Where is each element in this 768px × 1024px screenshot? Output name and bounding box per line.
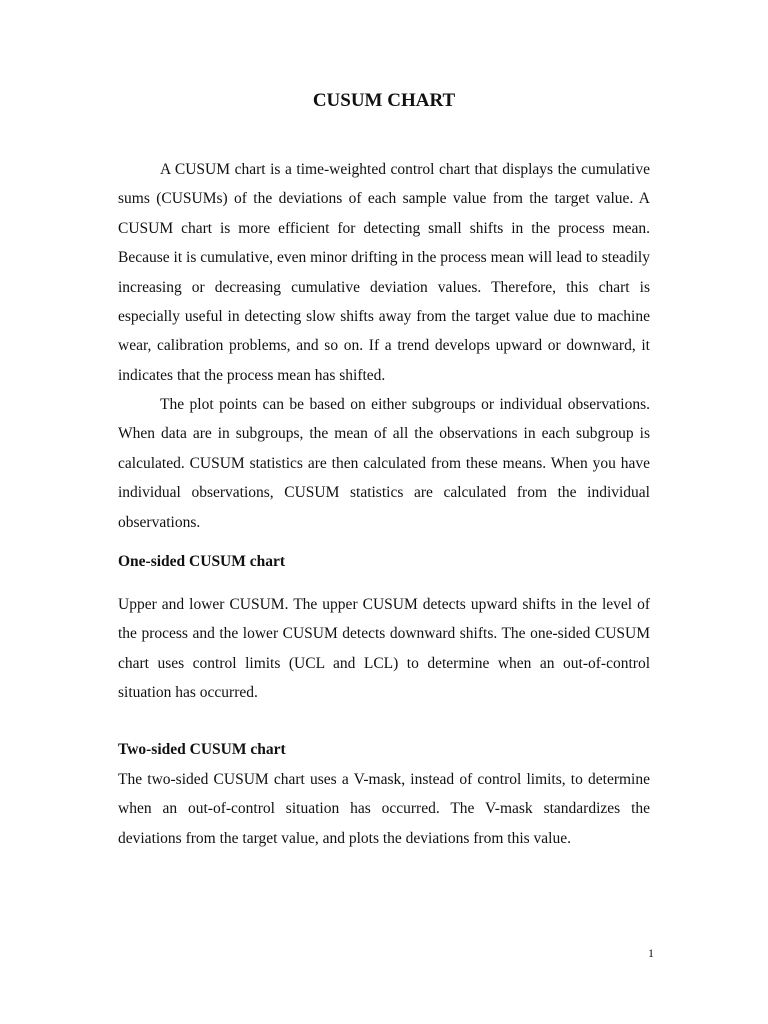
intro-paragraph-1: A CUSUM chart is a time-weighted control chart that displays the cumulative sums (CUSUMs) of the deviations of each sample value from the target value. A CUSUM chart is more efficient for detecting small shifts in the process mean. Because it is cumulative, even minor drifting in the process mean will lead to steadily increasing or decreasing cumulative deviation values. Therefore, this chart is especially useful in detecting slow shifts away from the target value due to machine wear, calibration problems, and so on. If a trend develops upward or downward, it indicates that the process mean has shifted. — [118, 161, 650, 384]
two-sided-paragraph: The two-sided CUSUM chart uses a V-mask, instead of control limits, to determine when an out-of-control situation has occurred. The V-mask standardizes the deviations from the target value, and plots the deviations from this value. — [118, 771, 650, 847]
intro-paragraph-2: The plot points can be based on either subgroups or individual observations. When data are in subgroups, the mean of all the observations in each subgroup is calculated. CUSUM statistics are then calculated from these means. When you have individual observations, CUSUM statistics are calculated from the individual observations. — [118, 396, 650, 531]
page-number: 1 — [648, 946, 654, 960]
one-sided-paragraph: Upper and lower CUSUM. The upper CUSUM detects upward shifts in the level of the process and the lower CUSUM detects downward shifts. The one-sided CUSUM chart uses control limits (UCL and LCL) to determine when an out-of-control situation has occurred. — [118, 596, 650, 702]
page-title: CUSUM CHART — [312, 90, 456, 111]
one-sided-heading: One-sided CUSUM chart — [118, 553, 286, 570]
two-sided-heading: Two-sided CUSUM chart — [118, 741, 286, 758]
